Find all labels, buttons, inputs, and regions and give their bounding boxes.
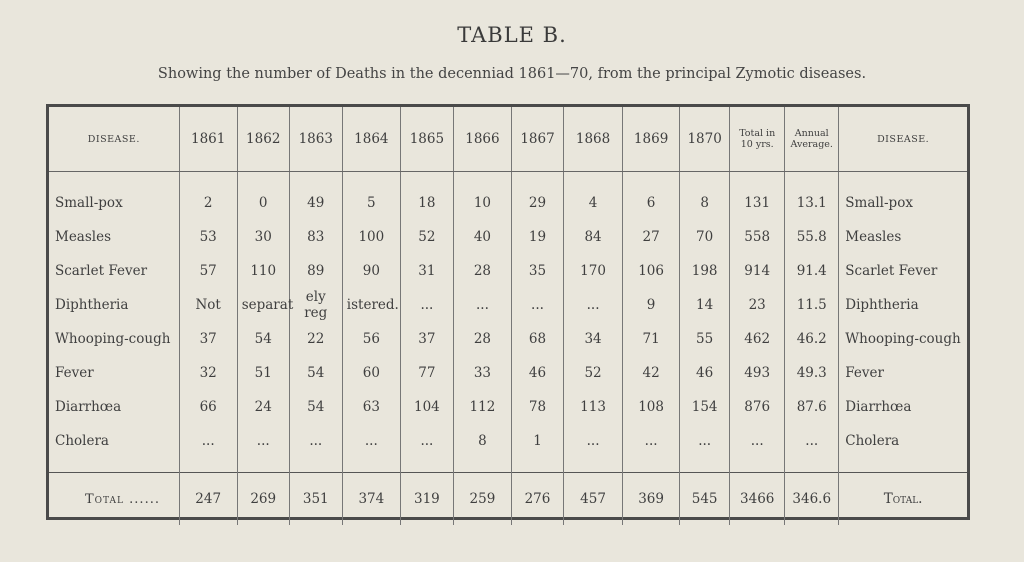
year-value-cell: 14	[680, 288, 730, 322]
year-value-cell: 71	[623, 322, 680, 356]
year-value-cell: 54	[289, 356, 342, 390]
year-value-cell: 84	[564, 220, 623, 254]
year-value-cell: 40	[453, 220, 511, 254]
year-value-cell: 46	[680, 356, 730, 390]
average-cell: 13.1	[785, 186, 839, 220]
header-year: 1862	[237, 107, 289, 172]
year-value-cell: 113	[564, 390, 623, 424]
year-value-cell: ...	[623, 424, 680, 458]
header-year: 1863	[289, 107, 342, 172]
table-row	[49, 220, 967, 254]
average-cell: 49.3	[785, 356, 839, 390]
header-row	[49, 107, 967, 172]
total-cell: 558	[730, 220, 785, 254]
disease-name: Scarlet Fever	[55, 263, 148, 279]
year-value-cell: 22	[289, 322, 342, 356]
header-disease-right: DISEASE.	[839, 107, 967, 172]
deaths-table	[49, 107, 967, 525]
total-year-cell: 457	[564, 473, 623, 526]
year-value-cell: 28	[453, 322, 511, 356]
year-value-cell: 104	[400, 390, 453, 424]
disease-name: Measles	[55, 229, 112, 245]
total-year-cell: 369	[623, 473, 680, 526]
disease-name-right: Diarrhœa	[839, 390, 967, 424]
total-year-cell: 351	[289, 473, 342, 526]
year-value-cell: 54	[237, 322, 289, 356]
year-value-cell: 49	[289, 186, 342, 220]
header-average	[785, 107, 839, 172]
table-title: TABLE B.	[457, 23, 567, 47]
totals-label-right: Total.	[839, 473, 967, 526]
disease-name: Cholera	[55, 433, 109, 449]
year-value-cell: istered.	[342, 288, 400, 322]
average-cell: 55.8	[785, 220, 839, 254]
table-row	[49, 288, 967, 322]
year-value-cell: 10	[453, 186, 511, 220]
year-value-cell: 33	[453, 356, 511, 390]
year-value-cell: 18	[400, 186, 453, 220]
disease-name: Small-pox	[55, 195, 123, 211]
year-value-cell: 2	[179, 186, 237, 220]
year-value-cell: 42	[623, 356, 680, 390]
deaths-table-frame	[46, 104, 970, 520]
year-value-cell: Not	[179, 288, 237, 322]
year-value-cell: ...	[179, 424, 237, 458]
disease-name: Diphtheria	[55, 297, 129, 313]
disease-name-right: Whooping-cough	[839, 322, 967, 356]
spacer-row	[49, 172, 967, 187]
header-total-line2: 10 yrs.	[740, 139, 774, 150]
year-value-cell: 52	[564, 356, 623, 390]
year-value-cell: 31	[400, 254, 453, 288]
year-value-cell: ...	[453, 288, 511, 322]
disease-name-right: Small-pox	[839, 186, 967, 220]
year-value-cell: 100	[342, 220, 400, 254]
total-year-cell: 269	[237, 473, 289, 526]
year-value-cell: 1	[511, 424, 563, 458]
year-value-cell: 9	[623, 288, 680, 322]
year-value-cell: 77	[400, 356, 453, 390]
total-cell: 23	[730, 288, 785, 322]
year-value-cell: 90	[342, 254, 400, 288]
average-cell: 91.4	[785, 254, 839, 288]
year-value-cell: 53	[179, 220, 237, 254]
average-cell: 46.2	[785, 322, 839, 356]
year-value-cell: 56	[342, 322, 400, 356]
year-value-cell: 154	[680, 390, 730, 424]
total-cell: 131	[730, 186, 785, 220]
table-row	[49, 390, 967, 424]
header-year: 1870	[680, 107, 730, 172]
header-disease: DISEASE.	[49, 107, 179, 172]
year-value-cell: 198	[680, 254, 730, 288]
year-value-cell: 110	[237, 254, 289, 288]
header-year: 1864	[342, 107, 400, 172]
header-year: 1865	[400, 107, 453, 172]
year-value-cell: 0	[237, 186, 289, 220]
year-value-cell: 32	[179, 356, 237, 390]
total-year-cell: 545	[680, 473, 730, 526]
disease-name-right: Measles	[839, 220, 967, 254]
year-value-cell: 66	[179, 390, 237, 424]
average-cell: 11.5	[785, 288, 839, 322]
header-year: 1868	[564, 107, 623, 172]
year-value-cell: 8	[680, 186, 730, 220]
year-value-cell: 28	[453, 254, 511, 288]
header-total-line1: Total in	[739, 128, 776, 139]
header-year: 1861	[179, 107, 237, 172]
totals-label: Total ......	[49, 473, 179, 526]
disease-name-right: Diphtheria	[839, 288, 967, 322]
total-cell: 914	[730, 254, 785, 288]
total-cell: 876	[730, 390, 785, 424]
grand-average-cell: 346.6	[785, 473, 839, 526]
total-year-cell: 319	[400, 473, 453, 526]
total-cell: 493	[730, 356, 785, 390]
table-row	[49, 254, 967, 288]
year-value-cell: 60	[342, 356, 400, 390]
table-row	[49, 322, 967, 356]
header-year: 1866	[453, 107, 511, 172]
total-year-cell: 374	[342, 473, 400, 526]
average-cell: ...	[785, 424, 839, 458]
year-value-cell: ...	[400, 424, 453, 458]
year-value-cell: ...	[237, 424, 289, 458]
year-value-cell: 170	[564, 254, 623, 288]
year-value-cell: 6	[623, 186, 680, 220]
total-year-cell: 276	[511, 473, 563, 526]
disease-name: Whooping-cough	[55, 331, 171, 347]
year-value-cell: ely reg	[289, 288, 342, 322]
year-value-cell: 112	[453, 390, 511, 424]
year-value-cell: ...	[342, 424, 400, 458]
disease-name-right: Cholera	[839, 424, 967, 458]
table-subtitle: Showing the number of Deaths in the decenniad 1861—70, from the principal Zymotic diseases.	[157, 66, 867, 82]
header-year: 1869	[623, 107, 680, 172]
year-value-cell: separat	[237, 288, 289, 322]
year-value-cell: 57	[179, 254, 237, 288]
totals-row	[49, 473, 967, 526]
year-value-cell: 54	[289, 390, 342, 424]
table-row	[49, 424, 967, 458]
year-value-cell: 46	[511, 356, 563, 390]
year-value-cell: ...	[680, 424, 730, 458]
year-value-cell: 108	[623, 390, 680, 424]
year-value-cell: 5	[342, 186, 400, 220]
year-value-cell: 63	[342, 390, 400, 424]
total-cell: ...	[730, 424, 785, 458]
disease-name-right: Scarlet Fever	[839, 254, 967, 288]
year-value-cell: ...	[564, 424, 623, 458]
year-value-cell: 8	[453, 424, 511, 458]
year-value-cell: 55	[680, 322, 730, 356]
year-value-cell: 4	[564, 186, 623, 220]
year-value-cell: 89	[289, 254, 342, 288]
year-value-cell: 19	[511, 220, 563, 254]
year-value-cell: ...	[400, 288, 453, 322]
disease-name: Fever	[55, 365, 94, 381]
year-value-cell: 37	[179, 322, 237, 356]
average-cell: 87.6	[785, 390, 839, 424]
year-value-cell: 52	[400, 220, 453, 254]
year-value-cell: 106	[623, 254, 680, 288]
year-value-cell: 29	[511, 186, 563, 220]
year-value-cell: ...	[564, 288, 623, 322]
spacer-row	[49, 458, 967, 473]
year-value-cell: 34	[564, 322, 623, 356]
header-total	[730, 107, 785, 172]
disease-name-right: Fever	[839, 356, 967, 390]
table-row	[49, 356, 967, 390]
year-value-cell: ...	[289, 424, 342, 458]
year-value-cell: 83	[289, 220, 342, 254]
header-year: 1867	[511, 107, 563, 172]
year-value-cell: 24	[237, 390, 289, 424]
header-average-line2: Average.	[790, 139, 833, 150]
year-value-cell: 70	[680, 220, 730, 254]
year-value-cell: ...	[511, 288, 563, 322]
year-value-cell: 51	[237, 356, 289, 390]
year-value-cell: 27	[623, 220, 680, 254]
total-cell: 462	[730, 322, 785, 356]
year-value-cell: 37	[400, 322, 453, 356]
total-year-cell: 247	[179, 473, 237, 526]
year-value-cell: 68	[511, 322, 563, 356]
year-value-cell: 78	[511, 390, 563, 424]
disease-name: Diarrhœa	[55, 399, 122, 415]
total-year-cell: 259	[453, 473, 511, 526]
year-value-cell: 30	[237, 220, 289, 254]
year-value-cell: 35	[511, 254, 563, 288]
grand-total-cell: 3466	[730, 473, 785, 526]
table-row	[49, 186, 967, 220]
header-average-line1: Annual	[794, 128, 829, 139]
